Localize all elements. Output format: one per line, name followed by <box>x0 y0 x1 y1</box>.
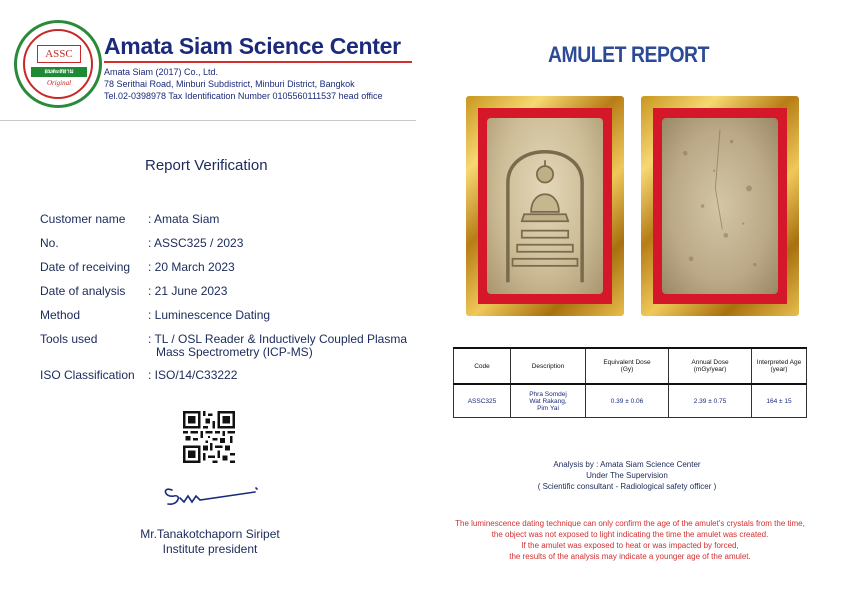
analysis-consultant: ( Scientific consultant - Radiological safety officer ) <box>537 482 717 491</box>
label-iso-classification: ISO Classification <box>40 368 135 382</box>
amulet-back-photo <box>641 96 799 316</box>
analysis-by: Analysis by : Amata Siam Science Center <box>553 460 701 469</box>
col-code: Code <box>454 348 511 384</box>
signer-name: Mr.Tanakotchaporn Siripet <box>140 527 280 541</box>
verification-title: Report Verification <box>145 157 268 174</box>
value-iso-classification: : ISO/14/C33222 <box>148 368 238 382</box>
label-report-no: No. <box>40 236 59 250</box>
cell-description: Phra Somdej Wat Rakang, Pim Yai <box>511 384 586 418</box>
cell-annual-dose: 2.39 ± 0.75 <box>669 384 752 418</box>
company-name: Amata Siam Science Center <box>104 33 401 59</box>
assc-logo <box>14 20 102 108</box>
table-header-row <box>454 348 807 384</box>
analysis-supervision: Under The Supervision <box>586 471 668 480</box>
label-method: Method <box>40 308 81 322</box>
disclaimer-line-1: The luminescence dating technique can only confirm the age of the amulet's crystals from the time, <box>455 519 805 528</box>
value-customer-name: : Amata Siam <box>148 212 220 226</box>
table-row <box>454 384 807 418</box>
label-date-analysis: Date of analysis <box>40 284 126 298</box>
disclaimer-line-2: the object was not exposed to light indicating the time the amulet was created. <box>491 530 769 539</box>
signer-title: Institute president <box>162 542 258 556</box>
company-name-underline <box>104 61 412 63</box>
signature <box>160 480 260 510</box>
company-address: 78 Serithai Road, Minburi Subdistrict, Minburi District, Bangkok <box>104 79 355 89</box>
company-legal-name: Amata Siam (2017) Co., Ltd. <box>104 67 219 77</box>
cell-code: ASSC325 <box>454 384 511 418</box>
logo-abbr: ASSC <box>37 45 81 63</box>
col-equivalent-dose: Equivalent Dose (Gy) <box>586 348 669 384</box>
results-table <box>453 347 807 418</box>
value-tools-used-line2: Mass Spectrometry (ICP-MS) <box>156 345 313 359</box>
label-tools-used: Tools used <box>40 332 98 346</box>
cell-interpreted-age: 164 ± 15 <box>752 384 807 418</box>
col-annual-dose: Annual Dose (mGy/year) <box>669 348 752 384</box>
value-method: : Luminescence Dating <box>148 308 271 322</box>
amulet-front-photo <box>466 96 624 316</box>
col-description: Description <box>511 348 586 384</box>
cell-equivalent-dose: 0.39 ± 0.06 <box>586 384 669 418</box>
value-tools-used: : TL / OSL Reader & Inductively Coupled Plasma <box>148 332 408 346</box>
disclaimer-line-3: If the amulet was exposed to heat or was impacted by forced, <box>521 541 739 550</box>
report-title: AMULET REPORT <box>548 42 709 67</box>
amulet-back-texture <box>662 118 778 294</box>
value-date-receiving: : 20 March 2023 <box>148 260 235 274</box>
logo-tagline: Original <box>46 79 72 87</box>
qr-code[interactable] <box>183 411 235 463</box>
logo-ring <box>23 29 93 99</box>
buddha-figure <box>487 118 603 294</box>
logo-band: อมตะสยาม <box>31 67 87 77</box>
value-report-no: : ASSC325 / 2023 <box>148 236 244 250</box>
label-customer-name: Customer name <box>40 212 126 226</box>
col-interpreted-age: Interpreted Age (year) <box>752 348 807 384</box>
company-contact: Tel.02-0398978 Tax Identification Number 0105560111537 head office <box>104 91 383 101</box>
label-date-receiving: Date of receiving <box>40 260 131 274</box>
disclaimer-line-4: the results of the analysis may indicate a younger age of the amulet. <box>509 552 751 561</box>
header-divider <box>0 120 416 121</box>
value-date-analysis: : 21 June 2023 <box>148 284 228 298</box>
